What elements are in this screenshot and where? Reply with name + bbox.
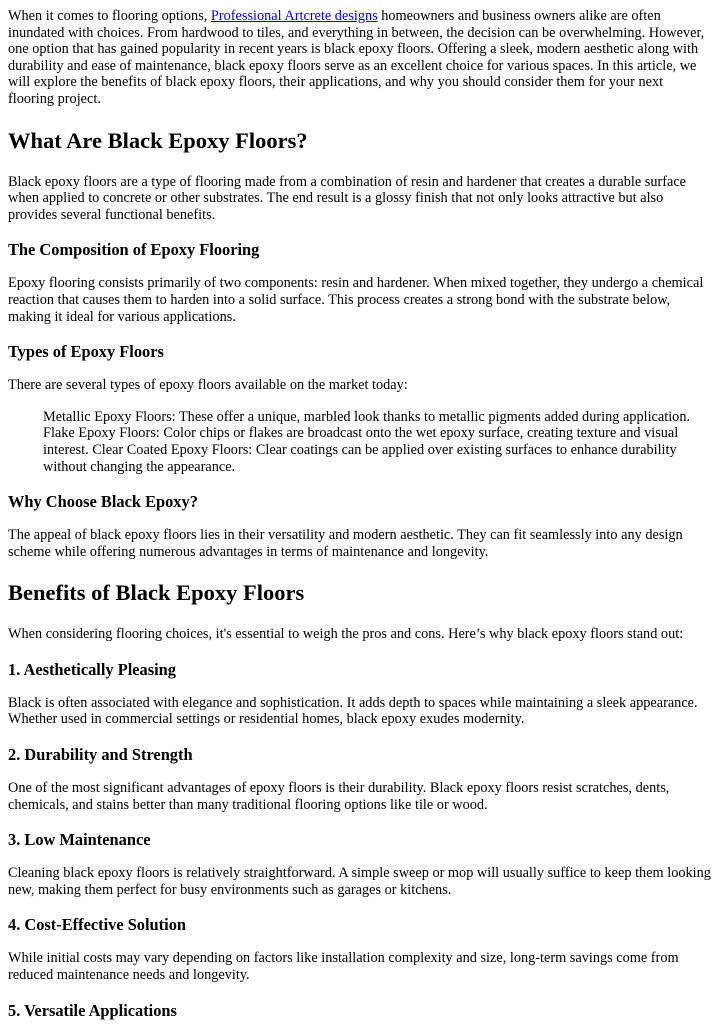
paragraph-maintenance: Cleaning black epoxy floors is relatively straightforward. A simple sweep or mop will usually suffice to keep them looking new, making them perfect for busy environments such as garages or kitchens. — [8, 865, 711, 898]
intro-text-before: When it comes to flooring options, — [8, 8, 211, 24]
paragraph-composition: Epoxy flooring consists primarily of two components: resin and hardener. When mixed together, they undergo a chemical reaction that causes them to harden into a solid surface. This process creates a strong bond with the substrate below, making it ideal for various applications. — [8, 275, 704, 325]
intro-paragraph — [8, 8, 712, 108]
heading-aesthetic: 1. Aesthetically Pleasing — [8, 659, 176, 679]
heading-cost: 4. Cost-Effective Solution — [8, 915, 187, 935]
paragraph-benefits: When considering flooring choices, it's essential to weigh the pros and cons. Here’s why black epoxy floors stand out: — [8, 626, 684, 643]
paragraph-types: There are several types of epoxy floors available on the market today: — [8, 377, 408, 394]
paragraph-cost: While initial costs may vary depending on factors like installation complexity and size, long-term savings come from reduced maintenance needs and longevity. — [8, 950, 679, 984]
heading-composition: The Composition of Epoxy Flooring — [8, 240, 260, 260]
heading-maintenance: 3. Low Maintenance — [8, 830, 151, 850]
paragraph-what-are: Black epoxy floors are a type of flooring made from a combination of resin and hardener that creates a durable surface when applied to concrete or other substrates. The end result is a glossy finish that not only looks attractive but also provides several functional benefits. — [8, 173, 687, 223]
professional-artcrete-link[interactable]: Professional Artcrete designs — [210, 8, 378, 24]
intro-text-after: homeowners and business owners alike are often inundated with choices. From hardwood to tiles, and everything in between, the decision can be overwhelming. However, one option that has gained popularity in recent years is black epoxy floors. Offering a sleek, modern aesthetic along with durability and ease of maintenance, black epoxy floors serve as an excellent choice for various spaces. In this article, we will explore the benefits of black epoxy floors, their applications, and why you should consider them for your next flooring project. — [8, 8, 705, 107]
heading-types: Types of Epoxy Floors — [8, 342, 164, 362]
article — [0, 8, 720, 1021]
types-list: Metallic Epoxy Floors: These offer a unique, marbled look thanks to metallic pigments added during application. Flake Epoxy Floors: Color chips or flakes are broadcast onto the wet epoxy surface, creating texture and visual interest. Clear Coated Epoxy Floors: Clear coatings can be applied over existing surfaces to enhance durability without changing the appearance. — [43, 408, 691, 475]
paragraph-durability: One of the most significant advantages of epoxy floors is their durability. Black epoxy floors resist scratches, dents, chemicals, and stains better than many traditional flooring options like tile or wood. — [8, 780, 670, 813]
heading-what-are-black-epoxy-floors: What Are Black Epoxy Floors? — [8, 127, 308, 153]
heading-versatile: 5. Versatile Applications — [8, 1000, 177, 1020]
paragraph-aesthetic: Black is often associated with elegance and sophistication. It adds depth to spaces while maintaining a sleek appearance. Whether used in commercial settings or residential homes, black epoxy exudes modernity. — [8, 694, 698, 728]
heading-benefits: Benefits of Black Epoxy Floors — [8, 580, 305, 606]
heading-durability: 2. Durability and Strength — [8, 745, 193, 765]
paragraph-why: The appeal of black epoxy floors lies in their versatility and modern aesthetic. They can fit seamlessly into any design scheme while offering numerous advantages in terms of maintenance and longevity. — [8, 527, 683, 560]
heading-why-black-epoxy: Why Choose Black Epoxy? — [8, 492, 198, 512]
